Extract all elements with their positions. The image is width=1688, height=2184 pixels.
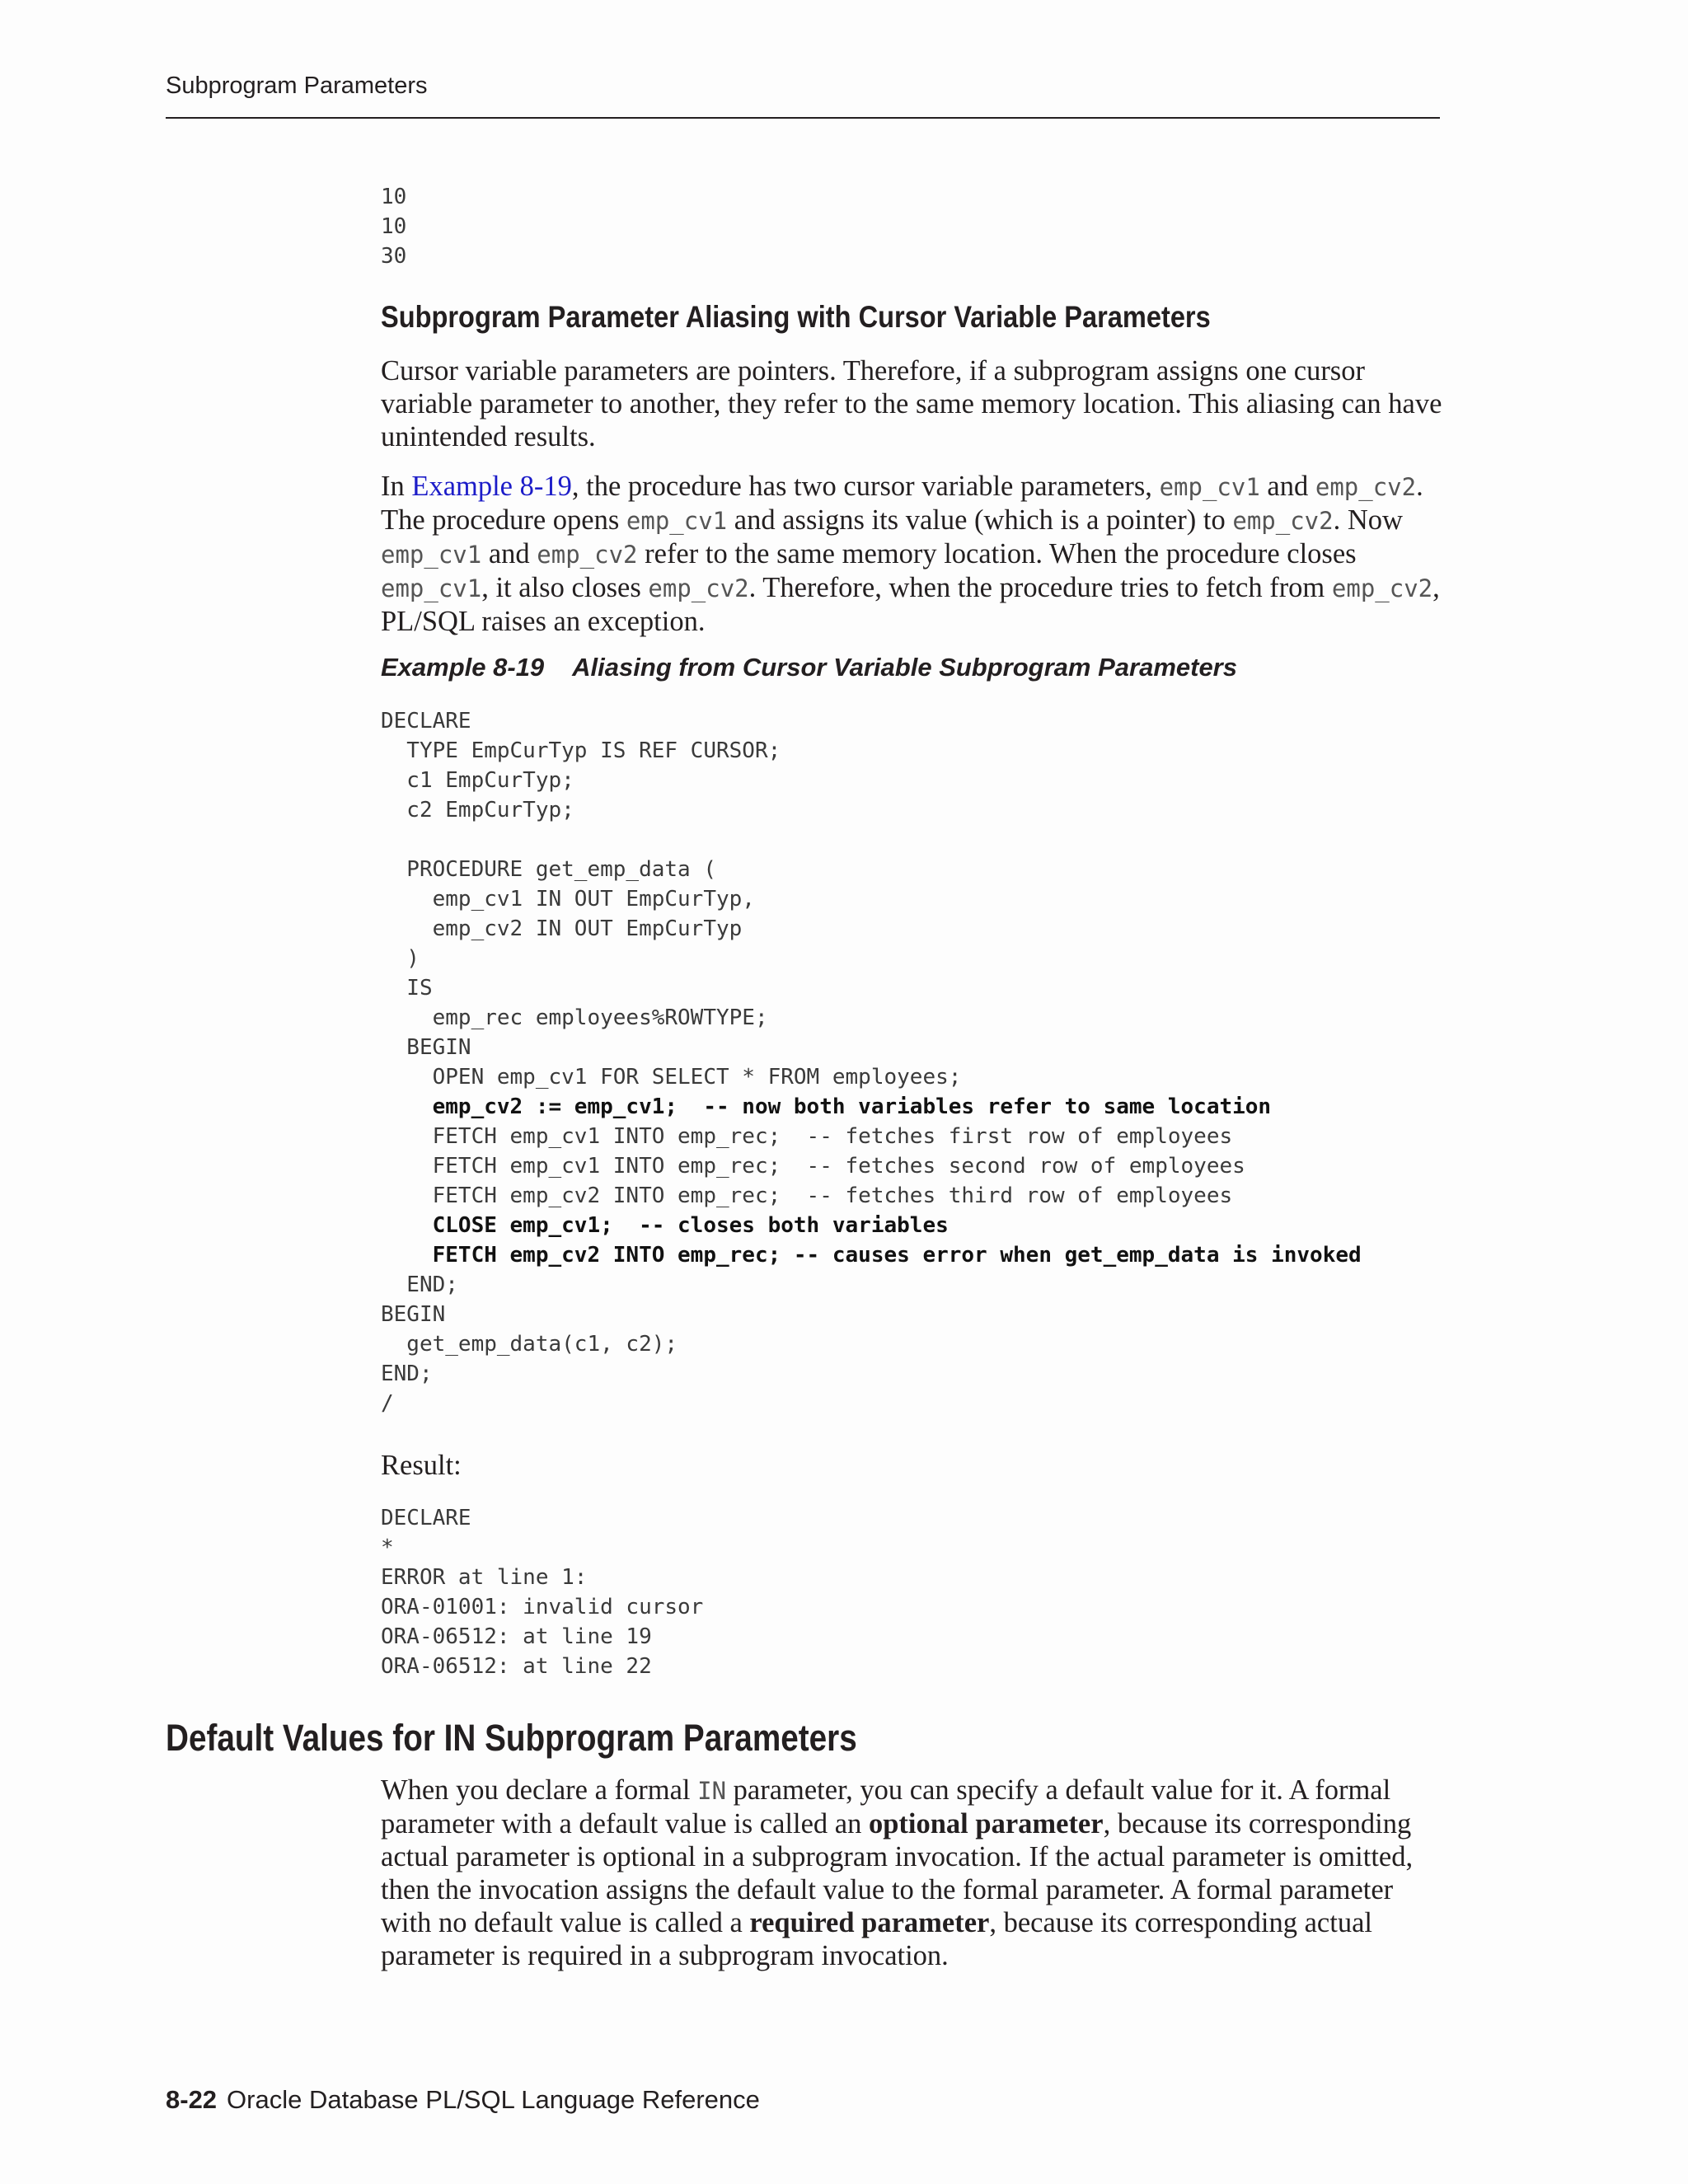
code-line: END;	[381, 1361, 433, 1386]
code-line: emp_cv2 := emp_cv1; -- now both variables refer to same location	[381, 1094, 1272, 1119]
page-number: 8-22	[166, 2085, 218, 2114]
example-description-paragraph: In Example 8-19, the procedure has two cursor variable parameters, emp_cv1 and emp_cv2. The procedure opens emp_cv1 and assigns its value (which is a pointer) to emp_cv2. Now emp_cv1 and emp_cv2 refer to the same memory location. When the procedure closes emp_cv1, it also closes emp_cv2. Therefore, when the procedure tries to fetch from emp_cv2, PL/SQL raises an exception.	[381, 471, 1440, 637]
code-line: /	[381, 1391, 394, 1416]
code-line: CLOSE emp_cv1; -- closes both variables	[381, 1213, 949, 1238]
book-title: Oracle Database PL/SQL Language Reference	[227, 2085, 760, 2114]
example-8-19-link[interactable]: Example 8-19	[411, 471, 572, 502]
code-line: BEGIN	[381, 1035, 471, 1060]
code-line: FETCH emp_cv2 INTO emp_rec; -- fetches third row of employees	[381, 1183, 1233, 1208]
code-line: emp_rec employees%ROWTYPE;	[381, 1005, 768, 1030]
code-line: DECLARE	[381, 709, 471, 733]
code-line: get_emp_data(c1, c2);	[381, 1332, 678, 1357]
section-heading-default-values: Default Values for IN Subprogram Parameters	[166, 1717, 857, 1759]
result-label: Result:	[381, 1450, 462, 1481]
code-line: IS	[381, 976, 433, 1001]
code-block	[381, 706, 1444, 1418]
page-footer	[166, 2085, 760, 2115]
code-line: emp_cv2 IN OUT EmpCurTyp	[381, 916, 743, 941]
running-header: Subprogram Parameters	[166, 73, 428, 99]
default-values-paragraph: When you declare a formal IN parameter, you can specify a default value for it. A formal parameter with a default value is called an optional parameter, because its corresponding actual parameter is optional in a subprogram invocation. If the actual parameter is omitted, then the invocation assigns the default value to the formal parameter. A formal parameter with no default value is called a required parameter, because its corresponding actual parameter is required in a subprogram invocation.	[381, 1774, 1414, 1971]
code-line: )	[381, 946, 420, 971]
result-output: DECLARE * ERROR at line 1: ORA-01001: invalid cursor ORA-06512: at line 19 ORA-06512: at line 22	[381, 1506, 704, 1679]
code-line: c1 EmpCurTyp;	[381, 768, 574, 793]
code-line: BEGIN	[381, 1302, 446, 1327]
intro-paragraph: Cursor variable parameters are pointers. Therefore, if a subprogram assigns one cursor variable parameter to another, they refer to the same memory location. This aliasing can have unintended results.	[381, 355, 1442, 452]
code-line: FETCH emp_cv2 INTO emp_rec; -- causes error when get_emp_data is invoked	[381, 1243, 1362, 1268]
code-line: emp_cv1 IN OUT EmpCurTyp,	[381, 887, 755, 912]
example-title: Example 8-19 Aliasing from Cursor Variable Subprogram Parameters	[381, 653, 1237, 682]
previous-example-output: 10 10 30	[381, 185, 407, 269]
header-divider	[166, 117, 1440, 119]
code-line: OPEN emp_cv1 FOR SELECT * FROM employees;	[381, 1065, 962, 1090]
section-heading-cursor-aliasing: Subprogram Parameter Aliasing with Cursor Variable Parameters	[381, 300, 1211, 334]
code-line: PROCEDURE get_emp_data (	[381, 857, 716, 882]
code-line: FETCH emp_cv1 INTO emp_rec; -- fetches first row of employees	[381, 1124, 1233, 1149]
code-line: c2 EmpCurTyp;	[381, 798, 574, 823]
code-line: TYPE EmpCurTyp IS REF CURSOR;	[381, 738, 781, 763]
code-line: FETCH emp_cv1 INTO emp_rec; -- fetches second row of employees	[381, 1154, 1245, 1179]
code-line: END;	[381, 1272, 458, 1297]
